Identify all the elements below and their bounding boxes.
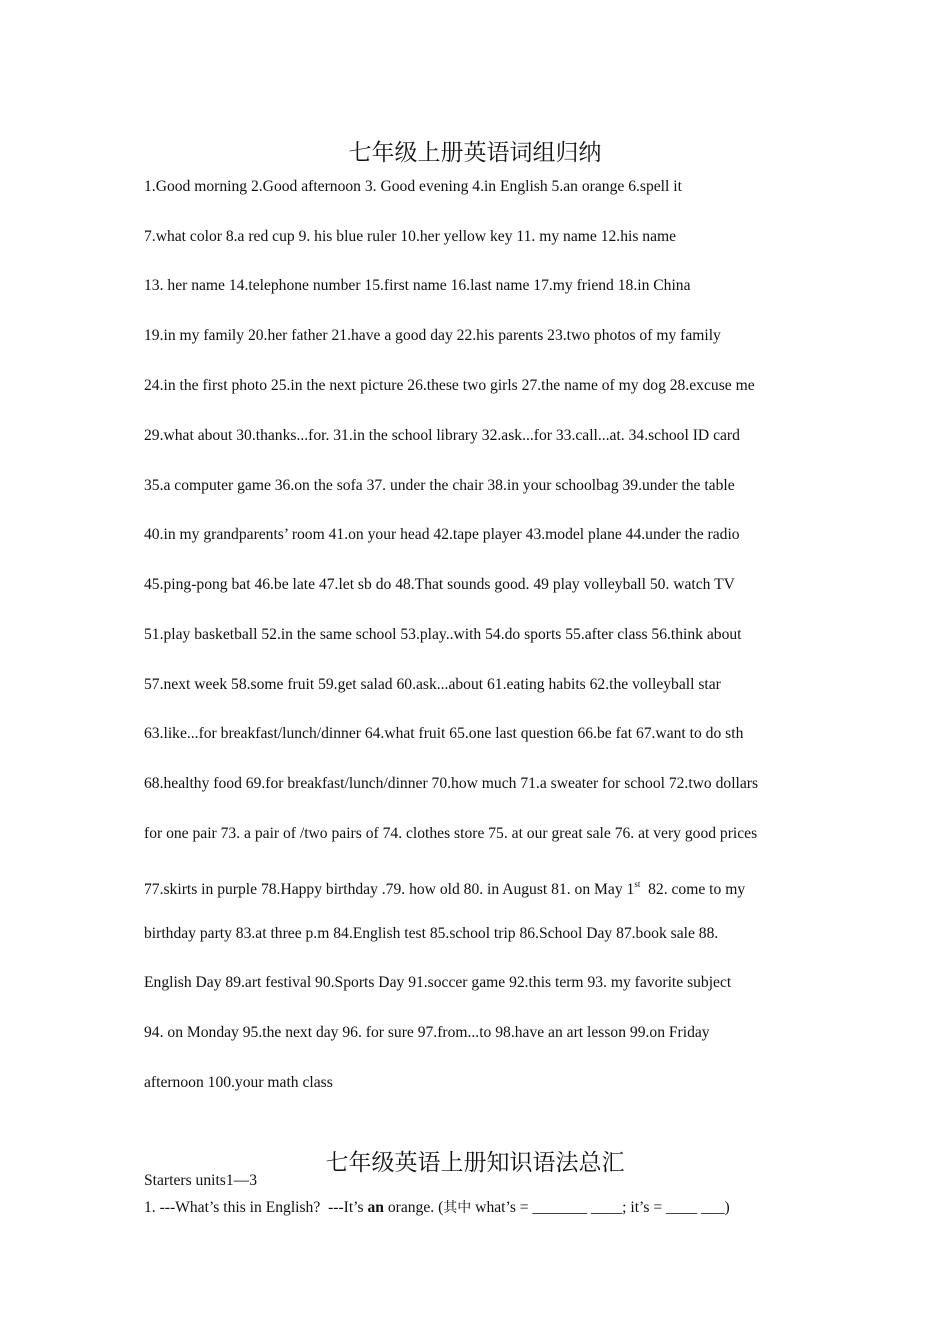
question-1-suffix: what’s = _______ ____; it’s = ____ ___)	[471, 1199, 730, 1216]
phrase-line-4: 19.in my family 20.her father 21.have a good day 22.his parents 23.two photos of my family	[144, 327, 721, 344]
phrase-line-7: 35.a computer game 36.on the sofa 37. under the chair 38.in your schoolbag 39.under the table	[144, 477, 735, 494]
phrase-line-2: 7.what color 8.a red cup 9. his blue ruler 10.her yellow key 11. my name 12.his name	[144, 228, 677, 245]
grammar-section-title: 七年级英语上册知识语法总汇	[325, 1150, 625, 1176]
phrase-line-10: 51.play basketball 52.in the same school 53.play..with 54.do sports 55.after class 56.think about	[144, 626, 742, 643]
question-1-prefix: 1. ---What’s this in English? ---It’s	[144, 1199, 368, 1216]
phrase-line-9: 45.ping-pong bat 46.be late 47.let sb do 48.That sounds good. 49 play volleyball 50. watch TV	[144, 576, 735, 593]
phrase-line-3: 13. her name 14.telephone number 15.first name 16.last name 17.my friend 18.in China	[144, 277, 691, 294]
phrase-line-16: birthday party 83.at three p.m 84.English test 85.school trip 86.School Day 87.book sale 88.	[144, 925, 719, 942]
question-1	[144, 1197, 730, 1217]
phrase-line-6: 29.what about 30.thanks...for. 31.in the school library 32.ask...for 33.call...at. 34.school ID card	[144, 427, 740, 444]
phrase-line-8: 40.in my grandparents’ room 41.on your head 42.tape player 43.model plane 44.under the radio	[144, 526, 740, 543]
question-1-middle: orange. (	[383, 1199, 444, 1216]
question-1-cjk: 其中	[443, 1200, 472, 1216]
phrase-line-1: 1.Good morning 2.Good afternoon 3. Good evening 4.in English 5.an orange 6.spell it	[144, 178, 682, 195]
phrase-line-14: for one pair 73. a pair of /two pairs of 74. clothes store 75. at our great sale 76. at very good prices	[144, 825, 758, 842]
question-1-bold-word: an	[367, 1199, 384, 1216]
phrase-line-15-text-a: 77.skirts in purple 78.Happy birthday .79. how old 80. in August 81. on May 1	[144, 881, 635, 898]
phrase-line-19: afternoon 100.your math class	[144, 1074, 333, 1091]
phrase-line-11: 57.next week 58.some fruit 59.get salad 60.ask...about 61.eating habits 62.the volleyball star	[144, 676, 721, 693]
phrase-line-12: 63.like...for breakfast/lunch/dinner 64.what fruit 65.one last question 66.be fat 67.want to do sth	[144, 725, 744, 742]
phrase-line-13: 68.healthy food 69.for breakfast/lunch/dinner 70.how much 71.a sweater for school 72.two dollars	[144, 775, 759, 792]
phrase-line-17: English Day 89.art festival 90.Sports Day 91.soccer game 92.this term 93. my favorite subject	[144, 974, 732, 991]
phrase-line-5: 24.in the first photo 25.in the next picture 26.these two girls 27.the name of my dog 28.excuse me	[144, 377, 755, 394]
phrase-line-18: 94. on Monday 95.the next day 96. for sure 97.from...to 98.have an art lesson 99.on Friday	[144, 1024, 710, 1041]
section-label: Starters units1—3	[144, 1172, 258, 1189]
phrase-line-15	[144, 874, 745, 900]
phrase-line-15-text-b: 82. come to my	[640, 881, 746, 898]
document-title: 七年级上册英语词组归纳	[348, 140, 602, 166]
ordinal-superscript: st	[634, 879, 641, 889]
